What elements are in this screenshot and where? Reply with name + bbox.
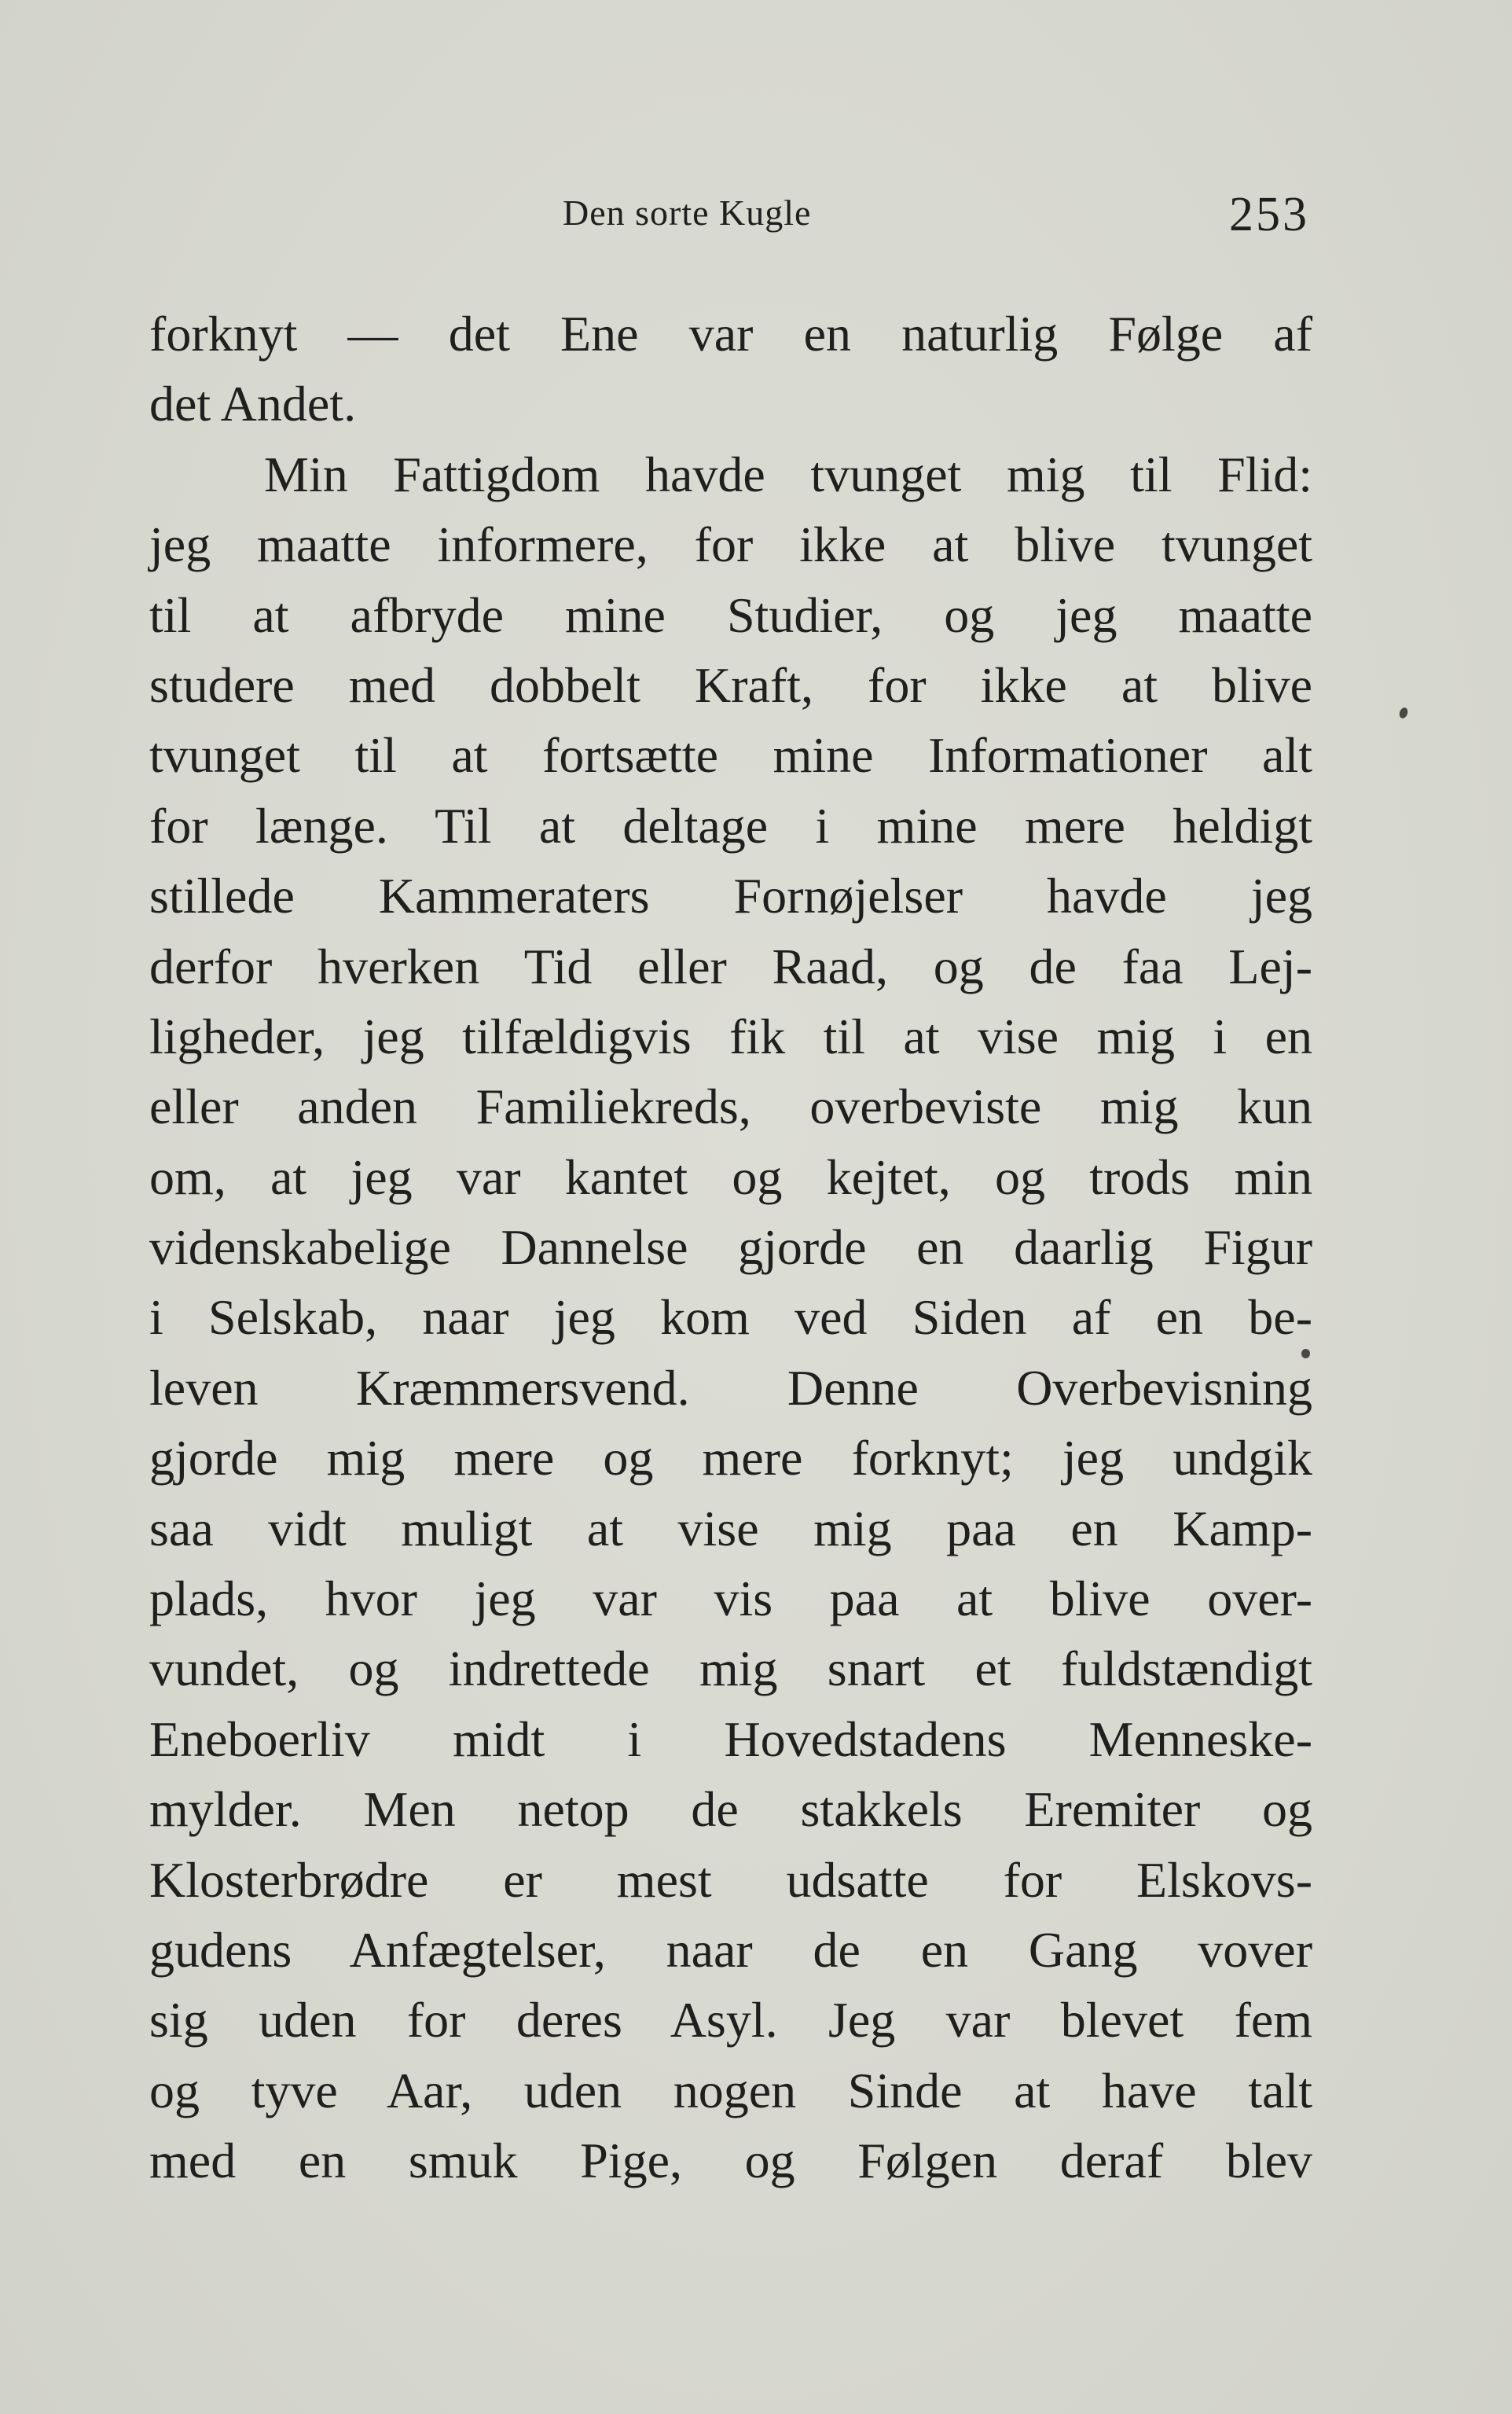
ink-speck	[1301, 1349, 1310, 1358]
text-line: jeg maatte informere, for ikke at blive tvunget	[149, 516, 1312, 573]
text-line: i Selskab, naar jeg kom ved Siden af en be-	[149, 1289, 1312, 1346]
text-line: videnskabelige Dannelse gjorde en daarlig Figur	[149, 1219, 1312, 1276]
text-line: tvunget til at fortsætte mine Informationer alt	[149, 727, 1312, 784]
text-line: med en smuk Pige, og Følgen deraf blev	[149, 2133, 1312, 2189]
text-line: og tyve Aar, uden nogen Sinde at have talt	[149, 2062, 1312, 2118]
text-line: til at afbryde mine Studier, og jeg maatte	[149, 586, 1312, 643]
ink-speck	[1398, 707, 1409, 720]
text-line: gudens Anfægtelser, naar de en Gang vover	[149, 1921, 1312, 1978]
text-line: Min Fattigdom havde tvunget mig til Flid:	[264, 446, 1312, 502]
text-line: eller anden Familiekreds, overbeviste mig kun	[149, 1078, 1312, 1135]
text-line: derfor hverken Tid eller Raad, og de faa Lej-	[149, 938, 1312, 994]
text-line: forknyt — det Ene var en naturlig Følge af	[149, 306, 1312, 362]
text-line: for længe. Til at deltage i mine mere heldigt	[149, 797, 1312, 854]
page-number: 253	[1229, 188, 1309, 241]
running-title: Den sorte Kugle	[563, 193, 812, 233]
text-line: om, at jeg var kantet og kejtet, og trods min	[149, 1148, 1312, 1205]
text-line: mylder. Men netop de stakkels Eremiter og	[149, 1781, 1312, 1838]
text-line: sig uden for deres Asyl. Jeg var blevet fem	[149, 1992, 1312, 2048]
text-line: vundet, og indrettede mig snart et fuldstændigt	[149, 1641, 1312, 1697]
text-line: ligheder, jeg tilfældigvis fik til at vise mig i en	[149, 1008, 1312, 1064]
text-line: Klosterbrødre er mest udsatte for Elskovs-	[149, 1851, 1312, 1908]
text-line: studere med dobbelt Kraft, for ikke at blive	[149, 656, 1312, 713]
text-line: saa vidt muligt at vise mig paa en Kamp-	[149, 1500, 1312, 1556]
text-line: plads, hvor jeg var vis paa at blive over-	[149, 1571, 1312, 1627]
text-line: stillede Kammeraters Fornøjelser havde jeg	[149, 868, 1312, 924]
text-line: Eneboerliv midt i Hovedstadens Menneske-	[149, 1710, 1312, 1767]
text-line: gjorde mig mere og mere forknyt; jeg undgik	[149, 1430, 1312, 1486]
text-line: det Andet.	[149, 376, 357, 432]
body-text	[149, 299, 1312, 2196]
text-line: leven Kræmmersvend. Denne Overbevisning	[149, 1359, 1312, 1416]
running-head	[563, 187, 1322, 242]
